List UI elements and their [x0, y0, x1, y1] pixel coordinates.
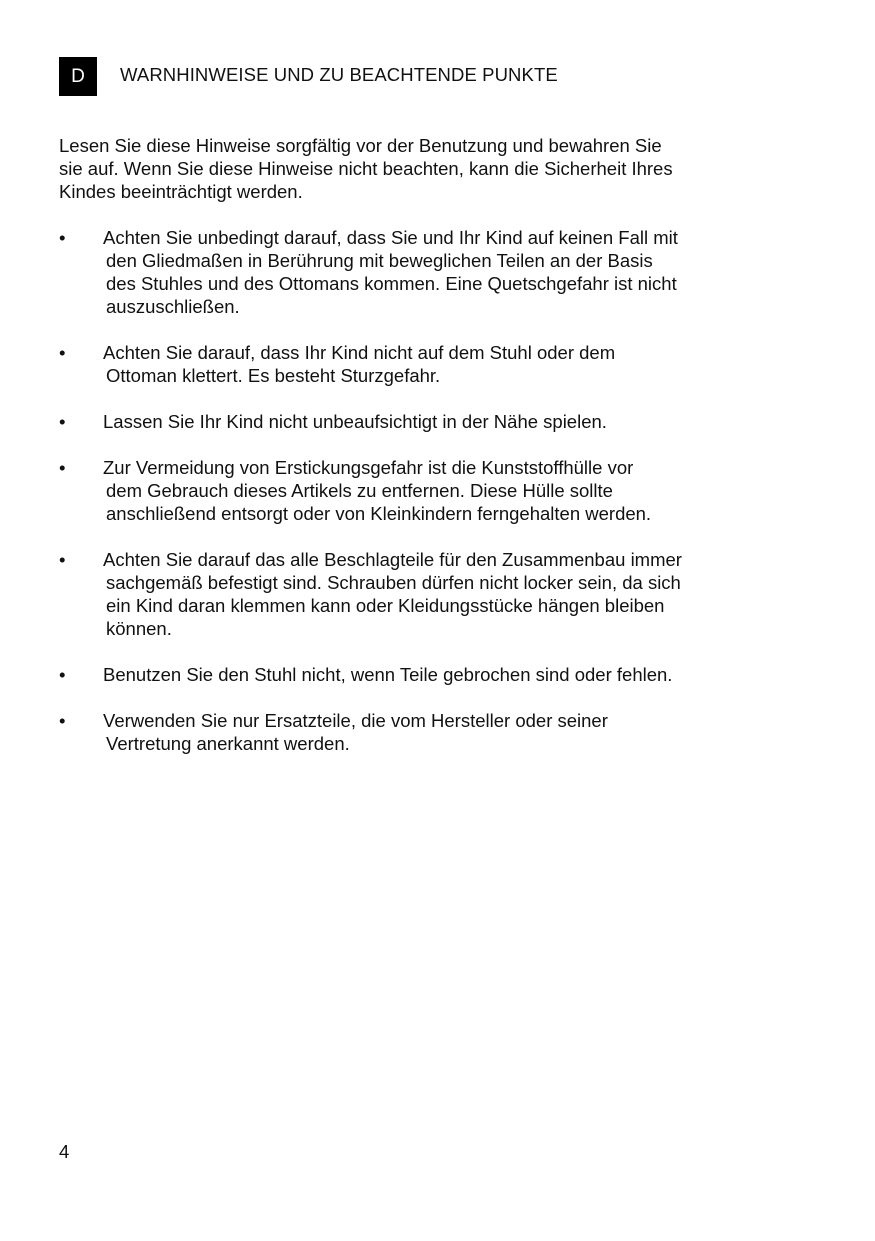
- warning-line: den Gliedmaßen in Berührung mit beweglichen Teilen an der Basis: [106, 250, 653, 271]
- warning-item: [59, 410, 819, 433]
- warning-line: des Stuhles und des Ottomans kommen. Eine Quetschgefahr ist nicht: [106, 273, 677, 294]
- warning-line: Vertretung anerkannt werden.: [106, 733, 350, 754]
- warning-line: können.: [106, 618, 172, 639]
- warning-line: Zur Vermeidung von Erstickungsgefahr ist die Kunststoffhülle vor: [103, 457, 634, 478]
- warning-text: [103, 456, 819, 525]
- bullet-icon: •: [59, 457, 66, 478]
- warning-line: Ottoman klettert. Es besteht Sturzgefahr.: [106, 365, 441, 386]
- warning-line: auszuschließen.: [106, 296, 240, 317]
- page-title: WARNHINWEISE UND ZU BEACHTENDE PUNKTE: [120, 64, 558, 85]
- warning-text: [103, 663, 819, 686]
- warning-text: [103, 709, 819, 755]
- intro-paragraph: [59, 134, 779, 203]
- bullet-icon: •: [59, 549, 66, 570]
- warning-item: [59, 341, 819, 387]
- intro-line: Kindes beeinträchtigt werden.: [59, 181, 303, 202]
- warning-line: Achten Sie unbedingt darauf, dass Sie und Ihr Kind auf keinen Fall mit: [103, 227, 678, 248]
- warning-line: Achten Sie darauf, dass Ihr Kind nicht auf dem Stuhl oder dem: [103, 342, 616, 363]
- warning-list: [59, 226, 819, 778]
- warning-line: Benutzen Sie den Stuhl nicht, wenn Teile gebrochen sind oder fehlen.: [103, 664, 673, 685]
- bullet-icon: •: [59, 710, 66, 731]
- warning-line: dem Gebrauch dieses Artikels zu entfernen. Diese Hülle sollte: [106, 480, 613, 501]
- bullet-icon: •: [59, 411, 66, 432]
- warning-line: sachgemäß befestigt sind. Schrauben dürfen nicht locker sein, da sich: [106, 572, 681, 593]
- warning-item: [59, 456, 819, 525]
- warning-text: [103, 226, 819, 318]
- intro-line: Lesen Sie diese Hinweise sorgfältig vor der Benutzung und bewahren Sie: [59, 135, 662, 156]
- bullet-icon: •: [59, 227, 66, 248]
- intro-line: sie auf. Wenn Sie diese Hinweise nicht beachten, kann die Sicherheit Ihres: [59, 158, 673, 179]
- language-badge: D: [59, 57, 97, 96]
- bullet-icon: •: [59, 664, 66, 685]
- warning-line: Achten Sie darauf das alle Beschlagteile für den Zusammenbau immer: [103, 549, 682, 570]
- warning-line: anschließend entsorgt oder von Kleinkindern ferngehalten werden.: [106, 503, 652, 524]
- bullet-icon: •: [59, 342, 66, 363]
- warning-item: [59, 663, 819, 686]
- warning-item: [59, 226, 819, 318]
- warning-item: [59, 548, 819, 640]
- warning-line: Verwenden Sie nur Ersatzteile, die vom Hersteller oder seiner: [103, 710, 608, 731]
- warning-text: [103, 341, 819, 387]
- warning-line: ein Kind daran klemmen kann oder Kleidungsstücke hängen bleiben: [106, 595, 665, 616]
- warning-item: [59, 709, 819, 755]
- page-number: 4: [59, 1141, 70, 1162]
- warning-text: [103, 410, 819, 433]
- warning-text: [103, 548, 819, 640]
- warning-line: Lassen Sie Ihr Kind nicht unbeaufsichtigt in der Nähe spielen.: [103, 411, 607, 432]
